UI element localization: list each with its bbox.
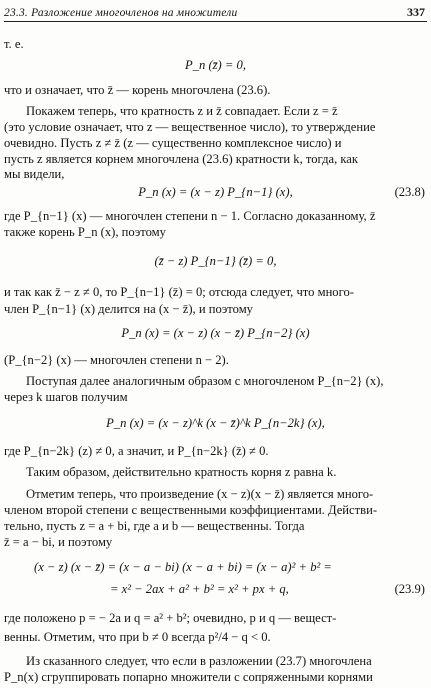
text-line: также корень P_n (x), поэтому	[4, 225, 166, 239]
equation-number: (23.8)	[394, 185, 425, 199]
text-line: Таким образом, действительно кратность корня z равна k.	[26, 465, 337, 479]
text-line: член P_{n−1} (x) делится на (x − z̄), и поэтому	[4, 302, 253, 316]
text-line: и так как z̄ − z ≠ 0, то P_{n−1} (z̄) = 0; отсюда следует, что много-	[4, 285, 354, 299]
equation-number: (23.9)	[394, 582, 425, 596]
text-line: очевидно. Пусть z ≠ z̄ (z — существенно комплексное число) и	[4, 136, 342, 150]
text-line: (P_{n−2} (x) — многочлен степени n − 2).	[4, 353, 229, 367]
text-line: пусть z является корнем многочлена (23.6) кратности k, тогда, как	[4, 152, 359, 166]
text-line: венны. Отметим, что при b ≠ 0 всегда p²/4 − q < 0.	[4, 630, 271, 644]
running-title: 23.3. Разложение многочленов на множители	[4, 7, 238, 19]
formula-line: P_n (x) = (x − z) (x − z̄) P_{n−2} (x)	[121, 326, 310, 340]
text-line: т. е.	[4, 37, 24, 51]
text-line: тельно, пусть z = a + bi, где a и b — вещественны. Тогда	[4, 519, 305, 533]
text-line: Отметим теперь, что произведение (x − z)(x − z̄) является много-	[26, 487, 374, 501]
text-line: P_n(x) сгруппировать попарно множители с сопряженными корнями	[4, 670, 373, 684]
formula-line: = x² − 2ax + a² + b² = x² + px + q,	[110, 582, 289, 596]
text-line: Поступая далее аналогичным образом с многочленом P_{n−2} (x),	[26, 374, 384, 388]
text-line: (это условие означает, что z — вещественное число), то утверждение	[4, 120, 376, 134]
text-line: Из сказанного следует, что если в разложении (23.7) многочлена	[26, 654, 372, 668]
text-line: где положено p = − 2a и q = a² + b²; очевидно, p и q — вещест-	[4, 611, 337, 625]
text-line: где P_{n−2k} (z) ≠ 0, а значит, и P_{n−2k} (z̄) ≠ 0.	[4, 444, 269, 458]
text-line: через k шагов получим	[4, 390, 128, 404]
text-line: где P_{n−1} (x) — многочлен степени n − 1. Согласно доказанному, z̄	[4, 209, 376, 223]
formula-line: P_n (x) = (x − z) P_{n−1} (x),	[138, 185, 293, 199]
formula-line: P_n (x) = (x − z)^k (x − z̄)^k P_{n−2k} (x),	[106, 416, 325, 430]
formula-line: P_n (z̄) = 0,	[185, 58, 246, 72]
text-line: Покажем теперь, что кратность z и z̄ совпадает. Если z = z̄	[26, 104, 338, 118]
page-header	[4, 5, 427, 22]
page-number: 337	[407, 5, 425, 19]
text-line: членом второй степени с вещественными коэффициентами. Действи-	[4, 503, 378, 517]
formula-line: (x − z) (x − z̄) = (x − a − bi) (x − a + bi) = (x − a)² + b² =	[34, 560, 332, 574]
formula-line: (z̄ − z) P_{n−1} (z̄) = 0,	[154, 254, 277, 268]
text-line: z̄ = a − bi, и поэтому	[4, 535, 113, 549]
text-line: мы видели,	[4, 167, 65, 181]
text-line: что и означает, что z̄ — корень многочлена (23.6).	[4, 83, 271, 97]
